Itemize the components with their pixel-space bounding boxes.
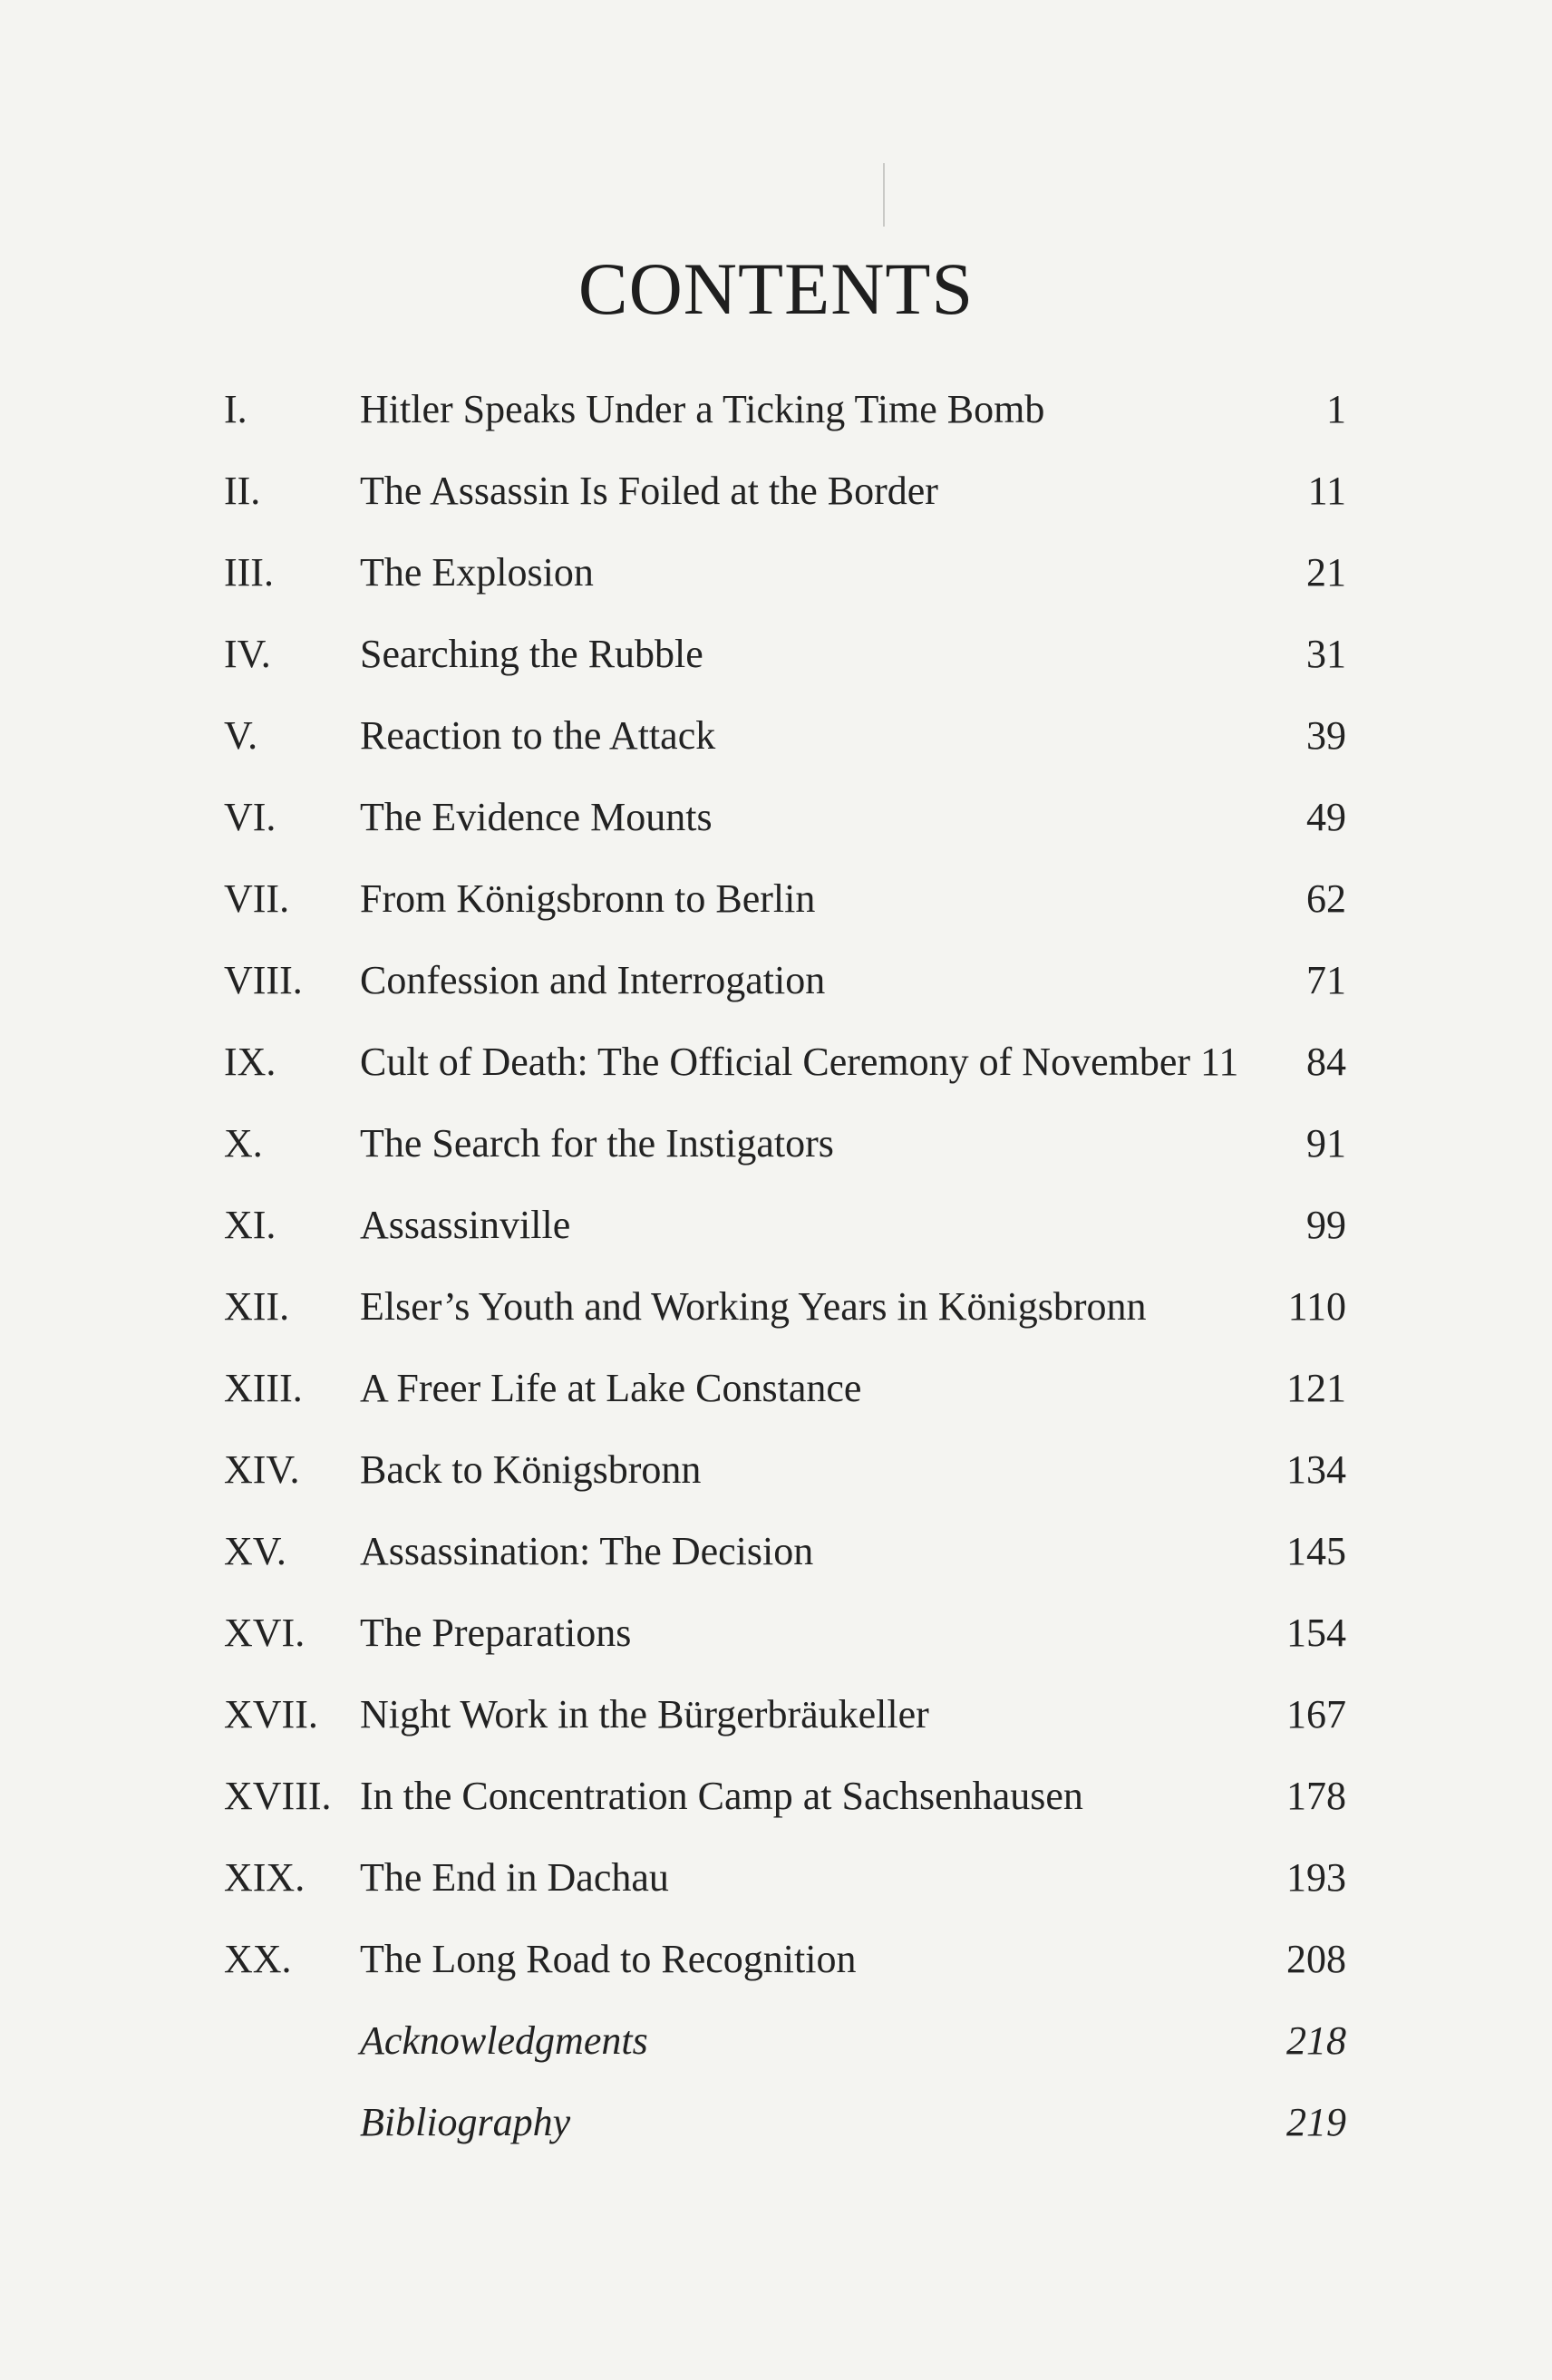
chapter-page: 99 (1306, 1203, 1346, 1247)
toc-row-16 (0, 1613, 1552, 1695)
chapter-title: Searching the Rubble (360, 632, 703, 676)
toc-row-17 (0, 1692, 1552, 1776)
chapter-number: XV. (224, 1529, 286, 1573)
chapter-title: A Freer Life at Lake Constance (360, 1366, 862, 1410)
chapter-number: XIV. (224, 1447, 300, 1492)
chapter-title: Assassinville (360, 1203, 571, 1247)
chapter-title: From Königsbronn to Berlin (360, 876, 816, 921)
chapter-page: 31 (1306, 632, 1346, 676)
chapter-page: 91 (1306, 1121, 1346, 1166)
chapter-title: The End in Dachau (360, 1855, 669, 1900)
chapter-number: III. (224, 550, 274, 595)
chapter-number: VIII. (224, 958, 303, 1002)
chapter-number: VII. (224, 876, 290, 921)
toc-row-11 (0, 1205, 1552, 1287)
chapter-page: 208 (1286, 1937, 1346, 1981)
back-matter-page: 218 (1286, 2018, 1346, 2063)
chapter-number: IV. (224, 632, 271, 676)
chapter-title: Assassination: The Decision (360, 1529, 814, 1573)
toc-row-7 (0, 876, 1552, 961)
chapter-number: XVIII. (224, 1774, 332, 1818)
toc-row-10 (0, 1121, 1552, 1205)
chapter-number: XVI. (224, 1611, 306, 1655)
chapter-title: The Assassin Is Foiled at the Border (360, 469, 938, 513)
chapter-number: XIX. (224, 1855, 306, 1900)
chapter-page: 1 (1326, 387, 1346, 431)
scan-artifact-line (883, 163, 885, 227)
chapter-page: 145 (1286, 1529, 1346, 1573)
chapter-title: In the Concentration Camp at Sachsenhausen (360, 1774, 1083, 1818)
chapter-page: 193 (1286, 1855, 1346, 1900)
toc-row-1 (0, 387, 1552, 471)
chapter-title: Cult of Death: The Official Ceremony of November 11 (360, 1040, 1239, 1084)
toc-row-20 (0, 1937, 1552, 2021)
chapter-page: 121 (1286, 1366, 1346, 1410)
chapter-title: Confession and Interrogation (360, 958, 826, 1002)
chapter-title: Back to Königsbronn (360, 1447, 702, 1492)
chapter-title: The Long Road to Recognition (360, 1937, 857, 1981)
chapter-number: IX. (224, 1040, 276, 1084)
chapter-page: 39 (1306, 713, 1346, 758)
chapter-title: Reaction to the Attack (360, 713, 716, 758)
toc-row-bibliography (0, 2100, 1552, 2184)
toc-row-8 (0, 958, 1552, 1042)
chapter-title: The Search for the Instigators (360, 1121, 834, 1166)
toc-row-4 (0, 634, 1552, 716)
chapter-number: X. (224, 1121, 263, 1166)
chapter-page: 84 (1306, 1040, 1346, 1084)
chapter-number: XX. (224, 1937, 292, 1981)
chapter-page: 71 (1306, 958, 1346, 1002)
toc-row-6 (0, 795, 1552, 879)
chapter-page: 154 (1286, 1611, 1346, 1655)
chapter-page: 49 (1306, 795, 1346, 839)
toc-row-acknowledgments (0, 2018, 1552, 2103)
chapter-number: V. (224, 713, 258, 758)
chapter-number: II. (224, 469, 261, 513)
chapter-title: Elser’s Youth and Working Years in Königsbronn (360, 1284, 1147, 1329)
chapter-number: XVII. (224, 1692, 318, 1737)
chapter-page: 134 (1286, 1447, 1346, 1492)
toc-row-18 (0, 1776, 1552, 1858)
toc-row-19 (0, 1855, 1552, 1940)
back-matter-title: Bibliography (360, 2100, 571, 2144)
back-matter-page: 219 (1286, 2100, 1346, 2144)
chapter-page: 11 (1307, 469, 1346, 513)
chapter-number: XII. (224, 1284, 290, 1329)
chapter-page: 178 (1286, 1774, 1346, 1818)
chapter-title: Night Work in the Bürgerbräukeller (360, 1692, 929, 1737)
toc-row-5 (0, 713, 1552, 798)
chapter-page: 110 (1287, 1284, 1346, 1329)
chapter-number: VI. (224, 795, 276, 839)
toc-row-3 (0, 550, 1552, 634)
chapter-page: 167 (1286, 1692, 1346, 1737)
chapter-page: 21 (1306, 550, 1346, 595)
page-title: CONTENTS (577, 247, 975, 330)
chapter-title: The Evidence Mounts (360, 795, 713, 839)
chapter-number: XIII. (224, 1366, 303, 1410)
chapter-title: Hitler Speaks Under a Ticking Time Bomb (360, 387, 1045, 431)
chapter-title: The Explosion (360, 550, 594, 595)
chapter-number: XI. (224, 1203, 276, 1247)
chapter-title: The Preparations (360, 1611, 632, 1655)
toc-row-9 (0, 1042, 1552, 1124)
chapter-page: 62 (1306, 876, 1346, 921)
toc-row-14 (0, 1447, 1552, 1532)
toc-row-15 (0, 1529, 1552, 1613)
chapter-number: I. (224, 387, 247, 431)
back-matter-title: Acknowledgments (360, 2018, 648, 2063)
toc-row-13 (0, 1366, 1552, 1450)
toc-row-12 (0, 1284, 1552, 1369)
toc-row-2 (0, 471, 1552, 553)
